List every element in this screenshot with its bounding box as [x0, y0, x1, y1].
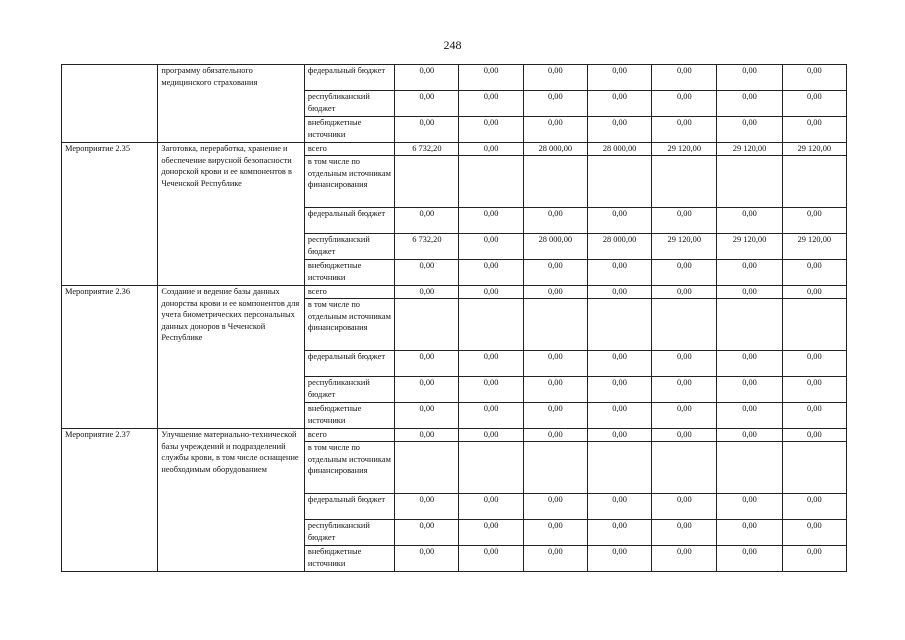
table-row [62, 286, 847, 299]
amount-cell: 0,00 [523, 286, 587, 299]
amount-cell [782, 299, 846, 351]
amount-cell [782, 156, 846, 208]
amount-cell [523, 299, 587, 351]
amount-cell: 0,00 [459, 377, 523, 403]
amount-cell: 0,00 [395, 546, 459, 572]
amount-cell: 29 120,00 [717, 143, 782, 156]
amount-cell: 0,00 [523, 117, 587, 143]
amount-cell: 0,00 [459, 143, 523, 156]
amount-cell: 0,00 [523, 91, 587, 117]
amount-cell: 0,00 [782, 546, 846, 572]
funding-source: республиканский бюджет [304, 91, 394, 117]
amount-cell: 0,00 [523, 208, 587, 234]
amount-cell: 0,00 [782, 377, 846, 403]
amount-cell: 0,00 [717, 494, 782, 520]
amount-cell [587, 156, 651, 208]
amount-cell: 29 120,00 [652, 143, 717, 156]
amount-cell: 0,00 [395, 91, 459, 117]
amount-cell: 0,00 [652, 286, 717, 299]
amount-cell [523, 156, 587, 208]
amount-cell: 0,00 [782, 403, 846, 429]
funding-source: республиканский бюджет [304, 520, 394, 546]
amount-cell: 0,00 [523, 377, 587, 403]
funding-source: всего [304, 429, 394, 442]
amount-cell: 0,00 [459, 429, 523, 442]
amount-cell: 0,00 [782, 351, 846, 377]
page-number: 248 [443, 38, 462, 52]
amount-cell [782, 442, 846, 494]
amount-cell [717, 442, 782, 494]
amount-cell: 0,00 [395, 65, 459, 91]
amount-cell: 0,00 [587, 403, 651, 429]
amount-cell: 0,00 [587, 208, 651, 234]
amount-cell: 0,00 [459, 208, 523, 234]
amount-cell: 0,00 [717, 117, 782, 143]
amount-cell: 6 732,20 [395, 234, 459, 260]
funding-source: федеральный бюджет [304, 65, 394, 91]
amount-cell: 28 000,00 [587, 234, 651, 260]
amount-cell: 0,00 [459, 65, 523, 91]
funding-source: федеральный бюджет [304, 351, 394, 377]
amount-cell: 0,00 [587, 91, 651, 117]
funding-source: всего [304, 143, 394, 156]
amount-cell: 0,00 [652, 377, 717, 403]
amount-cell: 0,00 [652, 65, 717, 91]
amount-cell: 0,00 [782, 286, 846, 299]
amount-cell: 0,00 [459, 403, 523, 429]
table-row [62, 429, 847, 442]
amount-cell [652, 156, 717, 208]
amount-cell: 0,00 [395, 351, 459, 377]
amount-cell: 0,00 [459, 234, 523, 260]
funding-source: внебюджетные источники [304, 403, 394, 429]
amount-cell [459, 442, 523, 494]
amount-cell: 0,00 [717, 403, 782, 429]
amount-cell: 0,00 [587, 65, 651, 91]
amount-cell: 0,00 [459, 546, 523, 572]
table-row [62, 143, 847, 156]
amount-cell: 0,00 [523, 429, 587, 442]
amount-cell: 0,00 [652, 546, 717, 572]
amount-cell: 0,00 [652, 260, 717, 286]
amount-cell: 0,00 [523, 546, 587, 572]
amount-cell: 0,00 [459, 520, 523, 546]
amount-cell [523, 442, 587, 494]
funding-source: в том числе по отдельным источникам финансирования [304, 299, 394, 351]
amount-cell: 0,00 [782, 429, 846, 442]
amount-cell: 0,00 [523, 494, 587, 520]
amount-cell: 0,00 [717, 429, 782, 442]
amount-cell: 0,00 [395, 494, 459, 520]
amount-cell: 0,00 [782, 494, 846, 520]
amount-cell: 0,00 [717, 286, 782, 299]
amount-cell: 0,00 [523, 403, 587, 429]
amount-cell: 0,00 [523, 351, 587, 377]
amount-cell: 0,00 [395, 286, 459, 299]
amount-cell: 0,00 [717, 91, 782, 117]
table-body [62, 65, 847, 572]
amount-cell: 29 120,00 [782, 143, 846, 156]
amount-cell [717, 299, 782, 351]
amount-cell: 0,00 [782, 65, 846, 91]
activity-code [62, 65, 158, 143]
amount-cell: 29 120,00 [717, 234, 782, 260]
amount-cell: 0,00 [523, 65, 587, 91]
amount-cell: 0,00 [587, 494, 651, 520]
amount-cell: 0,00 [395, 208, 459, 234]
amount-cell: 0,00 [652, 403, 717, 429]
amount-cell: 0,00 [652, 494, 717, 520]
amount-cell: 0,00 [587, 546, 651, 572]
amount-cell: 0,00 [587, 117, 651, 143]
amount-cell [459, 156, 523, 208]
amount-cell: 0,00 [523, 520, 587, 546]
amount-cell: 28 000,00 [523, 143, 587, 156]
amount-cell: 0,00 [782, 520, 846, 546]
activity-code: Мероприятие 2.37 [62, 429, 158, 572]
amount-cell: 0,00 [523, 260, 587, 286]
amount-cell: 0,00 [652, 351, 717, 377]
amount-cell: 0,00 [587, 286, 651, 299]
amount-cell: 0,00 [587, 260, 651, 286]
amount-cell [587, 442, 651, 494]
amount-cell: 0,00 [717, 520, 782, 546]
amount-cell: 0,00 [717, 65, 782, 91]
amount-cell: 0,00 [459, 91, 523, 117]
amount-cell: 0,00 [782, 117, 846, 143]
amount-cell: 28 000,00 [523, 234, 587, 260]
activity-name: программу обязательного медицинского страхования [158, 65, 305, 143]
amount-cell [652, 442, 717, 494]
amount-cell: 0,00 [717, 260, 782, 286]
amount-cell [395, 442, 459, 494]
amount-cell [717, 156, 782, 208]
amount-cell: 0,00 [652, 117, 717, 143]
amount-cell: 0,00 [717, 546, 782, 572]
budget-table [61, 64, 847, 572]
amount-cell: 0,00 [652, 520, 717, 546]
funding-source: всего [304, 286, 394, 299]
activity-name: Улучшение материально-технической базы учреждений и подразделений службы крови, в том числе оснащение необходимым оборудованием [158, 429, 305, 572]
amount-cell: 0,00 [459, 351, 523, 377]
funding-source: федеральный бюджет [304, 494, 394, 520]
amount-cell: 0,00 [652, 91, 717, 117]
amount-cell: 28 000,00 [587, 143, 651, 156]
activity-code: Мероприятие 2.35 [62, 143, 158, 286]
amount-cell: 0,00 [587, 377, 651, 403]
amount-cell: 0,00 [459, 260, 523, 286]
activity-code: Мероприятие 2.36 [62, 286, 158, 429]
amount-cell: 0,00 [459, 286, 523, 299]
amount-cell [652, 299, 717, 351]
amount-cell [395, 299, 459, 351]
amount-cell: 0,00 [782, 260, 846, 286]
amount-cell: 0,00 [395, 377, 459, 403]
funding-source: республиканский бюджет [304, 234, 394, 260]
amount-cell: 0,00 [652, 429, 717, 442]
amount-cell: 0,00 [395, 429, 459, 442]
amount-cell: 0,00 [587, 429, 651, 442]
amount-cell: 0,00 [652, 208, 717, 234]
amount-cell: 0,00 [395, 117, 459, 143]
funding-source: в том числе по отдельным источникам финансирования [304, 442, 394, 494]
amount-cell: 6 732,20 [395, 143, 459, 156]
activity-name: Заготовка, переработка, хранение и обеспечение вирусной безопасности донорской крови и ее компонентов в Чеченской Республике [158, 143, 305, 286]
amount-cell: 0,00 [717, 351, 782, 377]
amount-cell: 0,00 [459, 117, 523, 143]
table-row [62, 65, 847, 91]
amount-cell [459, 299, 523, 351]
amount-cell: 0,00 [717, 208, 782, 234]
amount-cell: 0,00 [782, 91, 846, 117]
amount-cell: 0,00 [459, 494, 523, 520]
funding-source: внебюджетные источники [304, 546, 394, 572]
amount-cell: 0,00 [782, 208, 846, 234]
amount-cell: 0,00 [717, 377, 782, 403]
amount-cell: 0,00 [587, 351, 651, 377]
funding-source: республиканский бюджет [304, 377, 394, 403]
amount-cell: 29 120,00 [652, 234, 717, 260]
amount-cell: 0,00 [395, 403, 459, 429]
amount-cell: 0,00 [587, 520, 651, 546]
amount-cell [587, 299, 651, 351]
amount-cell: 0,00 [395, 520, 459, 546]
activity-name: Создание и ведение базы данных донорства крови и ее компонентов для учета биометрических персональных данных доноров в Чеченской Республике [158, 286, 305, 429]
funding-source: внебюджетные источники [304, 117, 394, 143]
amount-cell [395, 156, 459, 208]
amount-cell: 29 120,00 [782, 234, 846, 260]
funding-source: федеральный бюджет [304, 208, 394, 234]
funding-source: в том числе по отдельным источникам финансирования [304, 156, 394, 208]
funding-source: внебюджетные источники [304, 260, 394, 286]
amount-cell: 0,00 [395, 260, 459, 286]
